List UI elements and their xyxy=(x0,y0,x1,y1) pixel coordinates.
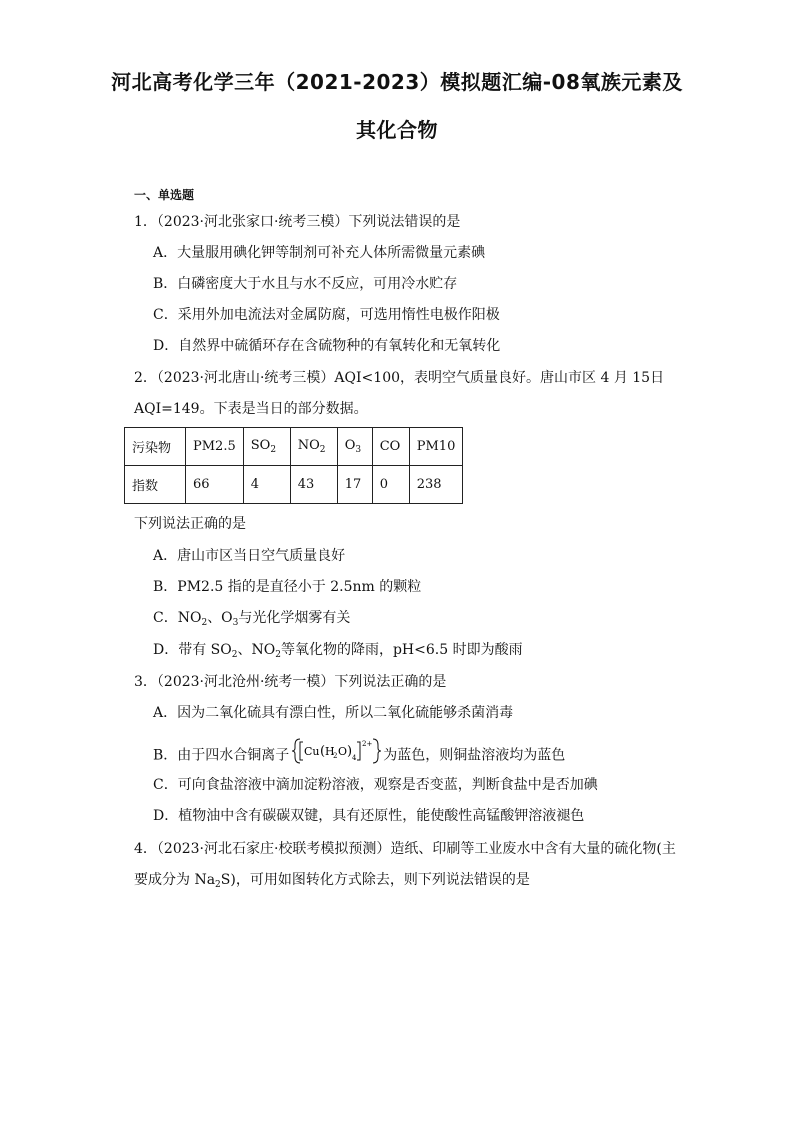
subscript: 2 xyxy=(201,618,208,628)
q3-option-d: D．植物油中含有碳碳双键，具有还原性，能使酸性高锰酸钾溶液褪色 xyxy=(153,808,585,824)
formula-cu: Cu xyxy=(304,745,320,758)
q4-stem-line1: 4．（2023·河北石家庄·校联考模拟预测）造纸、印刷等工业废水中含有大量的硫化物(主 xyxy=(134,841,676,857)
q2-prompt: 下列说法正确的是 xyxy=(134,516,246,532)
no2-text: NO xyxy=(297,438,320,453)
table-row xyxy=(125,428,463,466)
q2-stem-line2: AQI=149。下表是当日的部分数据。 xyxy=(134,401,368,417)
subscript: 2 xyxy=(275,650,281,660)
subscript: 2 xyxy=(231,650,238,660)
document-title-line2: 其化合物 xyxy=(356,118,438,142)
q1-option-a: A．大量服用碘化钾等制剂可补充人体所需微量元素碘 xyxy=(153,245,486,261)
table-cell-co-value: 0 xyxy=(372,466,409,504)
q4-stem-line2 xyxy=(134,870,530,895)
q2-option-c-text: 与光化学烟雾有关 xyxy=(238,610,351,626)
q4-stem-text: 要成分为 Na xyxy=(134,872,216,888)
table-cell-o3-value: 17 xyxy=(337,466,372,504)
formula-charge: 2+ xyxy=(362,740,373,748)
formula-n-sub: 4 xyxy=(352,754,357,762)
table-cell-co-header: CO xyxy=(372,428,409,466)
q2-option-a: A．唐山市区当日空气质量良好 xyxy=(153,548,346,564)
table-row xyxy=(125,466,463,504)
table-cell-so2-header xyxy=(243,428,290,466)
svg-text:): ) xyxy=(347,744,353,759)
so2-subscript: 2 xyxy=(270,445,277,455)
q3-stem: 3．（2023·河北沧州·统考一模）下列说法正确的是 xyxy=(134,674,447,690)
q2-option-d xyxy=(153,640,523,665)
o3-subscript: 3 xyxy=(355,445,362,455)
q1-option-d: D．自然界中硫循环存在含硫物种的有氧转化和无氧转化 xyxy=(153,338,501,354)
table-cell-pm25-header: PM2.5 xyxy=(186,428,244,466)
document-title-line1: 河北高考化学三年（2021-2023）模拟题汇编-08氧族元素及 xyxy=(111,70,683,94)
q2-option-d-text: 等氧化物的降雨，pH<6.5 时即为酸雨 xyxy=(280,642,523,658)
q2-option-d-text: D．带有 SO xyxy=(153,642,232,658)
o3-text: O xyxy=(344,438,356,453)
q1-stem: 1．（2023·河北张家口·统考三模）下列说法错误的是 xyxy=(134,214,461,230)
q3-option-b xyxy=(153,737,565,774)
formula-o: O xyxy=(338,745,348,758)
table-cell-pm10-header: PM10 xyxy=(409,428,463,466)
subscript: 2 xyxy=(215,880,221,890)
formula-graphic xyxy=(291,737,381,765)
q3-option-b-text: 为蓝色，则铜盐溶液均为蓝色 xyxy=(383,747,566,764)
no2-subscript: 2 xyxy=(319,445,326,455)
section-heading: 一、单选题 xyxy=(134,188,195,202)
q2-stem-line1: 2．（2023·河北唐山·统考三模）AQI<100，表明空气质量良好。唐山市区 4 月 15日 xyxy=(134,370,665,386)
table-cell-pm10-value: 238 xyxy=(409,466,463,504)
table-cell-label: 污染物 xyxy=(125,428,186,466)
table-cell-so2-value: 4 xyxy=(243,466,290,504)
q1-option-b: B．白磷密度大于水且与水不反应，可用冷水贮存 xyxy=(153,276,458,292)
q2-option-c-text: 、O xyxy=(207,610,233,626)
subscript: 3 xyxy=(232,618,239,628)
q3-option-c: C．可向食盐溶液中滴加淀粉溶液，观察是否变蓝，判断食盐中是否加碘 xyxy=(153,777,598,793)
q2-option-b: B．PM2.5 指的是直径小于 2.5nm 的颗粒 xyxy=(153,579,422,595)
q2-option-d-text: 、NO xyxy=(237,642,276,658)
copper-tetraaqua-formula xyxy=(291,737,381,774)
table-cell-label: 指数 xyxy=(125,466,186,504)
table-cell-pm25-value: 66 xyxy=(186,466,244,504)
aqi-data-table xyxy=(124,427,463,504)
q2-option-c-text: C．NO xyxy=(153,610,202,626)
formula-h: H xyxy=(325,745,335,758)
so2-text: SO xyxy=(250,438,271,453)
q1-option-c: C．采用外加电流法对金属防腐，可选用惰性电极作阳极 xyxy=(153,307,500,323)
q4-stem-text: S)，可用如图转化方式除去，则下列说法错误的是 xyxy=(220,872,530,888)
table-cell-no2-header xyxy=(290,428,337,466)
q3-option-b-text: B．由于四水合铜离子 xyxy=(153,747,290,764)
table-cell-no2-value: 43 xyxy=(290,466,337,504)
q3-option-a: A．因为二氧化硫具有漂白性，所以二氧化硫能够杀菌消毒 xyxy=(153,705,514,721)
formula-h-sub: 2 xyxy=(333,752,338,760)
table-cell-o3-header xyxy=(337,428,372,466)
q2-option-c xyxy=(153,608,350,633)
svg-text:(: ( xyxy=(320,744,326,759)
